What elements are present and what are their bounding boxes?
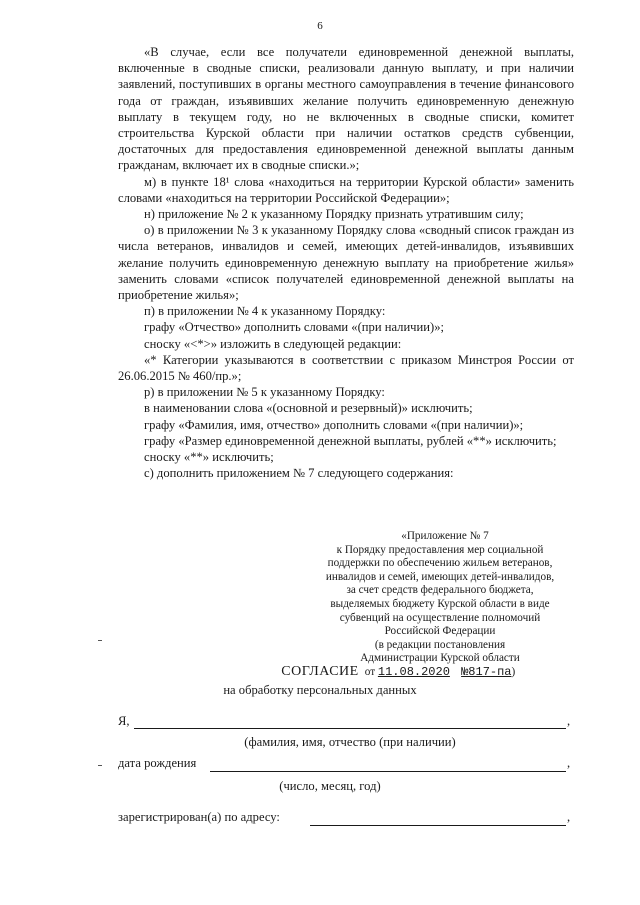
appendix-line: субвенций на осуществление полномочий [339, 611, 541, 624]
paragraph-item-r-2: графу «Фамилия, имя, отчество» дополнить словами «(при наличии)»; [144, 417, 524, 432]
paragraph-item-p-1: графу «Отчество» дополнить словами «(при наличии)»; [144, 320, 444, 335]
margin-mark [98, 765, 102, 766]
birth-date-hint: (число, месяц, год) [279, 779, 381, 793]
birth-date-label: дата рождения [118, 756, 197, 770]
birth-date-field-end: , [567, 756, 571, 770]
paragraph-item-s: с) дополнить приложением № 7 следующего содержания: [144, 466, 454, 481]
paragraph-item-r: р) в приложении № 5 к указанному Порядку: [144, 385, 385, 400]
appendix-line: Администрации Курской области [360, 652, 520, 665]
address-field-line[interactable] [310, 824, 566, 826]
name-label: Я, [118, 714, 130, 728]
consent-title: СОГЛАСИЕ [281, 664, 359, 679]
address-label: зарегистрирован(а) по адресу: [118, 810, 280, 824]
decree-date: 11.08.2020 [377, 664, 450, 679]
appendix-line: (в редакции постановления [374, 638, 506, 651]
paragraph-item-o: о) в приложении № 3 к указанному Порядку слова «сводный список граждан из числа ветеранов, инвалидов и семей, имеющих детей-инвалидов, изъявивших желание получить единовременную денежную выплату на приобретение жилья» заменить словами «список получателей единовременной денежной выплаты на приобретение жилья»; [118, 223, 574, 303]
page-number: 6 [317, 20, 323, 32]
appendix-line: выделяемых бюджету Курской области в виде [330, 597, 550, 610]
appendix-line: Российской Федерации [384, 625, 496, 638]
appendix-line: поддержки по обеспечению жильем ветеранов, [327, 557, 553, 570]
appendix-line: к Порядку предоставления мер социальной [336, 543, 544, 556]
name-field-end: , [567, 714, 571, 728]
paragraph-item-r-1: в наименовании слова «(основной и резервный)» исключить; [144, 401, 473, 416]
name-field-line[interactable] [134, 727, 566, 729]
closing-paren: ) [511, 665, 516, 678]
appendix-line: за счет средств федерального бюджета, [346, 584, 534, 597]
consent-subtitle: на обработку персональных данных [223, 683, 417, 697]
paragraph-item-p: п) в приложении № 4 к указанному Порядку: [144, 304, 386, 319]
document-body [118, 44, 574, 481]
appendix-line: «Приложение № 7 [401, 530, 489, 542]
paragraph-item-m: м) в пункте 18¹ слова «находиться на территории Курской области» заменить словами «находиться на территории Российской Федерации»; [118, 174, 574, 205]
name-field-hint: (фамилия, имя, отчество (при наличии) [244, 735, 456, 749]
paragraph-item-p-2: сноску «<*>» изложить в следующей редакции: [144, 336, 402, 351]
paragraph-item-r-3: графу «Размер единовременной денежной выплаты, рублей «**» исключить; [144, 433, 557, 448]
paragraph-item-r-4: сноску «**» исключить; [144, 450, 274, 465]
decree-number: №817-па [461, 664, 512, 679]
birth-date-field-line[interactable] [210, 770, 566, 772]
appendix-header [300, 530, 580, 680]
paragraph-item-p-3: «* Категории указываются в соответствии с приказом Минстроя России от 26.06.2015 № 460/пр.»; [118, 352, 574, 384]
date-prefix: от [364, 665, 376, 678]
address-field-end: , [567, 810, 571, 824]
paragraph-quote-intro: «В случае, если все получатели единовременной денежной выплаты, включенные в сводные списки, реализовали данную выплату, и при наличии заявлений, поступивших в органы местного самоуправления в течение финансового года от граждан, изъявивших желание получить единовременную денежную выплату в текущем году, но не включенных в сводные списки, комитет строительства Курской области при наличии остатков средств субвенции, достаточных для предоставления единовременной денежной выплаты данным гражданам, включает их в сводные списки.»; [118, 45, 574, 173]
margin-mark [98, 640, 102, 641]
paragraph-item-n: н) приложение № 2 к указанному Порядку признать утратившим силу; [144, 207, 524, 222]
appendix-line: инвалидов и семей, имеющих детей-инвалидов, [325, 570, 555, 583]
